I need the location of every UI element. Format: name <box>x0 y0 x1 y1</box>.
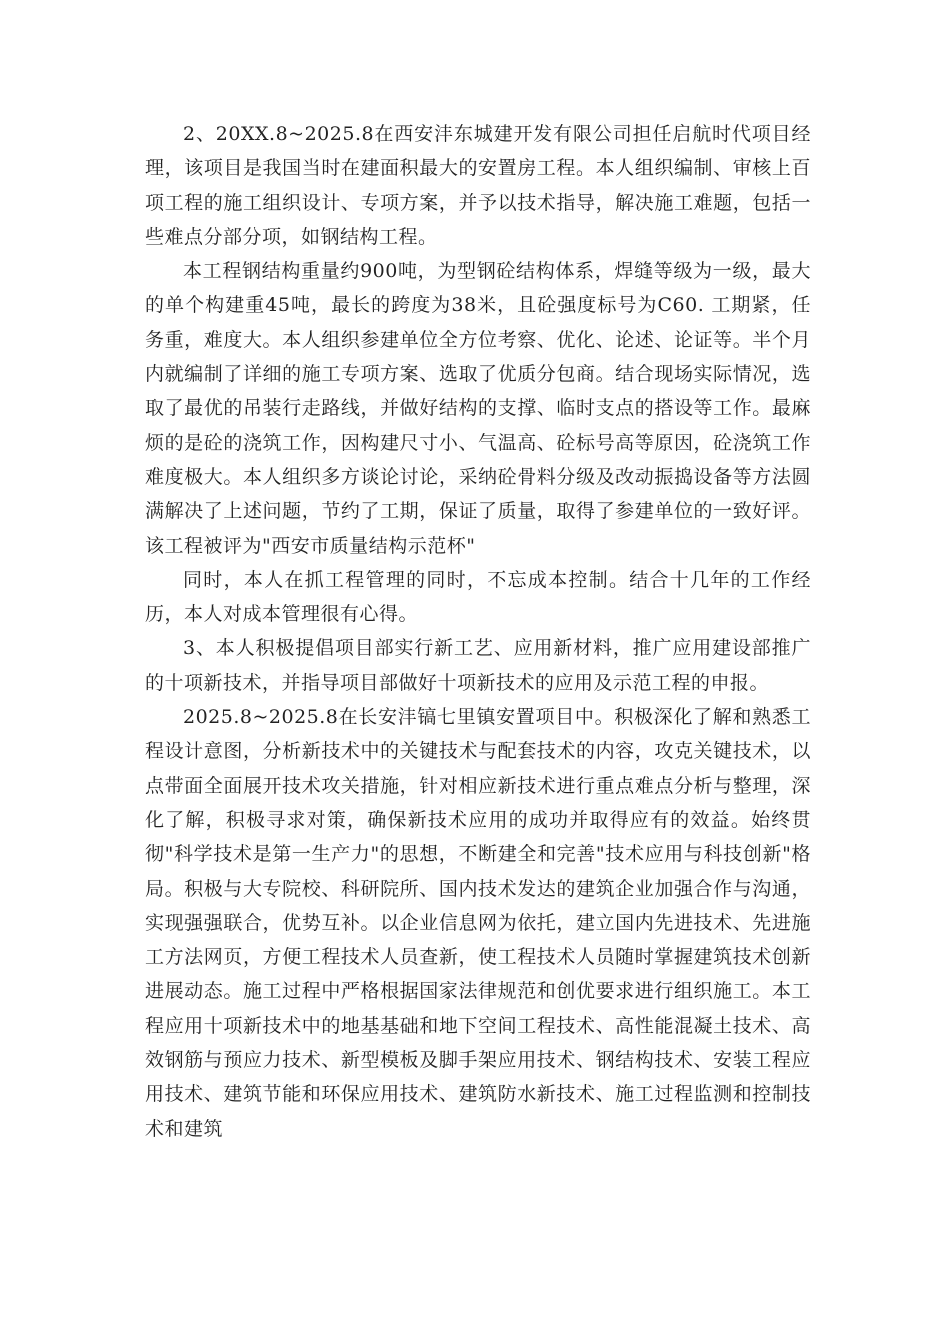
paragraph-project-manager: 2、20XX.8~2025.8在西安沣东城建开发有限公司担任启航时代项目经理，该项目是我国当时在建面积最大的安置房工程。本人组织编制、审核上百项工程的施工组织设计、专项方案，并予以技术指导，解决施工难题，包括一些难点分部分项，如钢结构工程。 <box>145 123 811 248</box>
paragraph-new-technology: 3、本人积极提倡项目部实行新工艺、应用新材料，推广应用建设部推广的十项新技术，并指导项目部做好十项新技术的应用及示范工程的申报。 <box>145 637 811 694</box>
paragraph-steel-structure: 本工程钢结构重量约900吨，为型钢砼结构体系，焊缝等级为一级，最大的单个构建重45吨，最长的跨度为38米，且砼强度标号为C60. 工期紧，任务重，难度大。本人组织参建单位全方位考察、优化、论述、论证等。半个月内就编制了详细的施工专项方案、选取了优质分包商。结合现场实际情况，选取了最优的吊装行走路线，并做好结构的支撑、临时支点的搭设等工作。最麻烦的是砼的浇筑工作，因构建尺寸小、气温高、砼标号高等原因，砼浇筑工作难度极大。本人组织多方谈论讨论，采纳砼骨料分级及改动振捣设备等方法圆满解决了上述问题，节约了工期，保证了质量，取得了参建单位的一致好评。该工程被评为"西安市质量结构示范杯" <box>145 260 811 557</box>
paragraph-resettlement-project: 2025.8~2025.8在长安沣镐七里镇安置项目中。积极深化了解和熟悉工程设计意图，分析新技术中的关键技术与配套技术的内容，攻克关键技术，以点带面全面展开技术攻关措施，针对相应新技术进行重点难点分析与整理，深化了解，积极寻求对策，确保新技术应用的成功并取得应有的效益。始终贯彻"科学技术是第一生产力"的思想，不断建全和完善"技术应用与科技创新"格局。积极与大专院校、科研院所、国内技术发达的建筑企业加强合作与沟通，实现强强联合，优势互补。以企业信息网为依托，建立国内先进技术、先进施工方法网页，方便工程技术人员查新，使工程技术人员随时掌握建筑技术创新进展动态。施工过程中严格根据国家法律规范和创优要求进行组织施工。本工程应用十项新技术中的地基基础和地下空间工程技术、高性能混凝土技术、高效钢筋与预应力技术、新型模板及脚手架应用技术、钢结构技术、安装工程应用技术、建筑节能和环保应用技术、建筑防水新技术、施工过程监测和控制技术和建筑 <box>145 706 811 1140</box>
document-page <box>145 117 811 1146</box>
paragraph-cost-control: 同时，本人在抓工程管理的同时，不忘成本控制。结合十几年的工作经历，本人对成本管理很有心得。 <box>145 568 811 626</box>
